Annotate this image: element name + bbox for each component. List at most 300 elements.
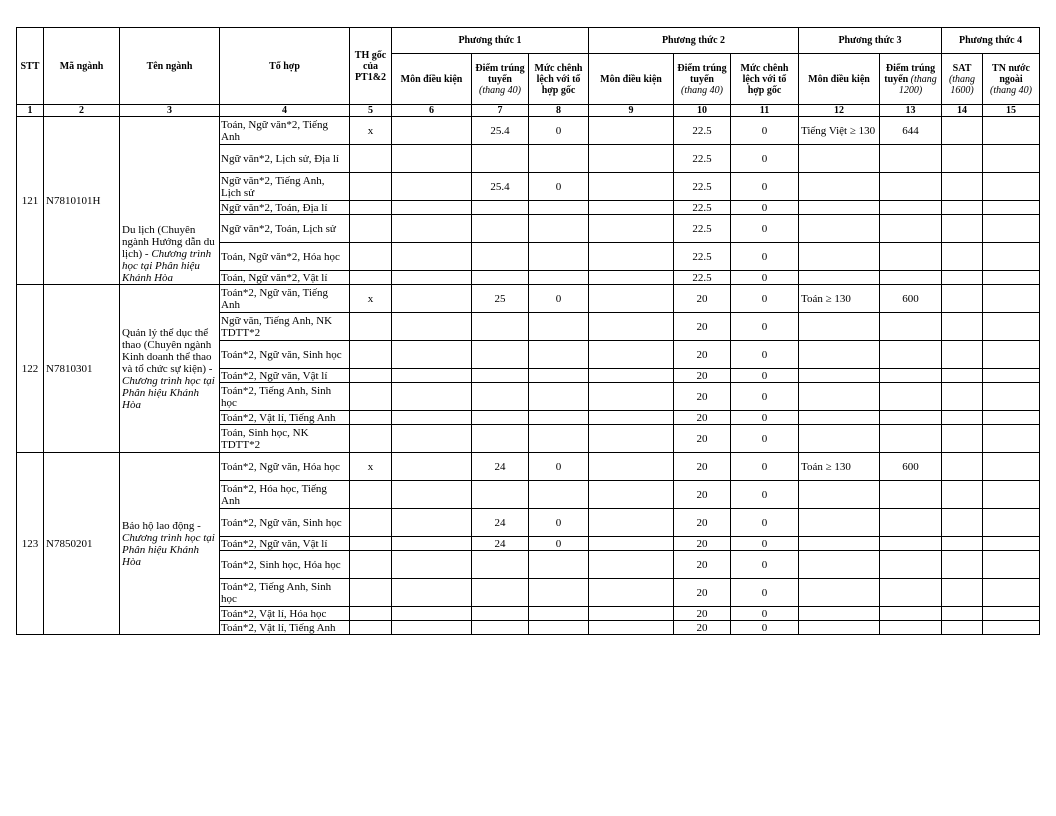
pt4-sat-cell <box>942 145 983 173</box>
pt3-mon-cell <box>799 215 880 243</box>
pt2-diem-cell: 20 <box>674 285 731 313</box>
pt3-mon-cell <box>799 313 880 341</box>
pt3-diem-cell <box>880 145 942 173</box>
pt1-mon-cell <box>392 383 472 411</box>
pt3-mon-cell <box>799 551 880 579</box>
header-pt1: Phương thức 1 <box>392 28 589 54</box>
pt2-chenh-cell: 0 <box>731 285 799 313</box>
header-ten-nganh: Tên ngành <box>120 28 220 105</box>
pt3-diem-cell <box>880 271 942 285</box>
header-pt4-sat <box>942 54 983 105</box>
pt3-mon-cell <box>799 145 880 173</box>
pt3-diem-cell: 600 <box>880 285 942 313</box>
pt1-chenh-cell <box>529 145 589 173</box>
pt2-chenh-cell: 0 <box>731 383 799 411</box>
pt4-tn-cell <box>983 551 1040 579</box>
pt4-sat-cell <box>942 579 983 607</box>
pt1-chenh-cell <box>529 341 589 369</box>
pt4-sat-cell <box>942 481 983 509</box>
pt2-mon-cell <box>589 621 674 635</box>
th-goc-cell <box>350 481 392 509</box>
to-hop-cell: Ngữ văn*2, Toán, Địa lí <box>220 201 350 215</box>
stt-cell: 122 <box>17 285 44 453</box>
ten-nganh-campus: Chương trình học tại Phân hiệu Khánh Hòa <box>122 531 215 568</box>
th-goc-cell <box>350 579 392 607</box>
pt2-mon-cell <box>589 425 674 453</box>
ma-nganh-cell: N7810301 <box>44 285 120 453</box>
pt3-diem-cell <box>880 537 942 551</box>
header-sat-scale: (thang 1600) <box>948 73 976 96</box>
pt4-sat-cell <box>942 383 983 411</box>
pt1-diem-cell <box>472 425 529 453</box>
pt2-mon-cell <box>589 215 674 243</box>
pt1-chenh-cell <box>529 271 589 285</box>
pt3-mon-cell <box>799 369 880 383</box>
th-goc-cell <box>350 621 392 635</box>
pt1-chenh-cell <box>529 579 589 607</box>
to-hop-cell: Toán*2, Vật lí, Hóa học <box>220 607 350 621</box>
to-hop-cell: Toán*2, Vật lí, Tiếng Anh <box>220 621 350 635</box>
header-pt1-diem-scale: (thang 40) <box>479 84 521 96</box>
pt1-diem-cell <box>472 579 529 607</box>
to-hop-cell: Toán*2, Ngữ văn, Sinh học <box>220 341 350 369</box>
pt2-mon-cell <box>589 145 674 173</box>
pt1-chenh-cell: 0 <box>529 509 589 537</box>
pt4-tn-cell <box>983 271 1040 285</box>
pt2-chenh-cell: 0 <box>731 271 799 285</box>
pt2-mon-cell <box>589 201 674 215</box>
pt1-diem-cell: 24 <box>472 537 529 551</box>
pt2-diem-cell: 20 <box>674 369 731 383</box>
to-hop-cell: Toán*2, Ngữ văn, Vật lí <box>220 369 350 383</box>
pt3-diem-cell: 600 <box>880 453 942 481</box>
pt1-diem-cell <box>472 215 529 243</box>
header-tn-scale: (thang 40) <box>990 84 1032 96</box>
pt1-mon-cell <box>392 215 472 243</box>
pt3-diem-cell <box>880 411 942 425</box>
pt2-chenh-cell: 0 <box>731 579 799 607</box>
th-goc-cell <box>350 145 392 173</box>
pt1-chenh-cell <box>529 215 589 243</box>
to-hop-cell: Toán*2, Hóa học, Tiếng Anh <box>220 481 350 509</box>
pt1-mon-cell <box>392 201 472 215</box>
column-number: 6 <box>392 105 472 117</box>
pt3-diem-cell <box>880 341 942 369</box>
th-goc-cell <box>350 383 392 411</box>
th-goc-cell <box>350 537 392 551</box>
th-goc-cell: x <box>350 117 392 145</box>
to-hop-cell: Toán, Ngữ văn*2, Hóa học <box>220 243 350 271</box>
pt2-mon-cell <box>589 369 674 383</box>
pt2-mon-cell <box>589 341 674 369</box>
header-pt1-chenh: Mức chênh lệch với tổ hợp gốc <box>529 54 589 105</box>
admission-table <box>16 27 1040 635</box>
th-goc-cell <box>350 509 392 537</box>
pt1-mon-cell <box>392 411 472 425</box>
pt2-mon-cell <box>589 551 674 579</box>
header-row-1 <box>17 28 1040 54</box>
pt4-sat-cell <box>942 117 983 145</box>
pt1-chenh-cell: 0 <box>529 537 589 551</box>
to-hop-cell: Toán*2, Vật lí, Tiếng Anh <box>220 411 350 425</box>
pt2-chenh-cell: 0 <box>731 607 799 621</box>
pt4-tn-cell <box>983 173 1040 201</box>
pt4-tn-cell <box>983 411 1040 425</box>
pt1-mon-cell <box>392 117 472 145</box>
pt3-mon-cell: Toán ≥ 130 <box>799 453 880 481</box>
pt2-diem-cell: 22.5 <box>674 173 731 201</box>
pt2-diem-cell: 20 <box>674 341 731 369</box>
pt2-chenh-cell: 0 <box>731 411 799 425</box>
pt1-chenh-cell <box>529 313 589 341</box>
pt3-diem-cell: 644 <box>880 117 942 145</box>
column-number: 5 <box>350 105 392 117</box>
pt4-sat-cell <box>942 243 983 271</box>
pt2-mon-cell <box>589 173 674 201</box>
pt4-sat-cell <box>942 313 983 341</box>
pt2-diem-cell: 22.5 <box>674 271 731 285</box>
pt1-chenh-cell <box>529 411 589 425</box>
pt1-mon-cell <box>392 621 472 635</box>
pt2-diem-cell: 20 <box>674 579 731 607</box>
pt4-tn-cell <box>983 425 1040 453</box>
pt3-diem-cell <box>880 551 942 579</box>
pt1-diem-cell <box>472 201 529 215</box>
to-hop-cell: Toán, Ngữ văn*2, Vật lí <box>220 271 350 285</box>
pt2-mon-cell <box>589 481 674 509</box>
to-hop-cell: Ngữ văn, Tiếng Anh, NK TDTT*2 <box>220 313 350 341</box>
pt3-diem-cell <box>880 481 942 509</box>
pt4-tn-cell <box>983 145 1040 173</box>
th-goc-cell <box>350 201 392 215</box>
column-number: 9 <box>589 105 674 117</box>
column-number: 4 <box>220 105 350 117</box>
pt1-diem-cell: 25.4 <box>472 173 529 201</box>
header-th-goc: TH gốc của PT1&2 <box>350 28 392 105</box>
to-hop-cell: Toán, Ngữ văn*2, Tiếng Anh <box>220 117 350 145</box>
pt3-mon-cell <box>799 579 880 607</box>
column-number: 7 <box>472 105 529 117</box>
to-hop-cell: Toán*2, Ngữ văn, Sinh học <box>220 509 350 537</box>
pt1-diem-cell <box>472 243 529 271</box>
pt4-sat-cell <box>942 215 983 243</box>
pt3-diem-cell <box>880 243 942 271</box>
pt1-chenh-cell <box>529 551 589 579</box>
pt4-sat-cell <box>942 271 983 285</box>
pt3-diem-cell <box>880 313 942 341</box>
pt4-tn-cell <box>983 579 1040 607</box>
pt1-mon-cell <box>392 607 472 621</box>
ma-nganh-cell: N7850201 <box>44 453 120 635</box>
pt2-mon-cell <box>589 537 674 551</box>
pt3-mon-cell <box>799 201 880 215</box>
th-goc-cell: x <box>350 453 392 481</box>
pt2-chenh-cell: 0 <box>731 145 799 173</box>
column-number: 10 <box>674 105 731 117</box>
pt4-tn-cell <box>983 369 1040 383</box>
th-goc-cell: x <box>350 285 392 313</box>
pt1-mon-cell <box>392 271 472 285</box>
pt4-sat-cell <box>942 551 983 579</box>
header-pt2-diem-scale: (thang 40) <box>681 84 723 96</box>
pt3-mon-cell <box>799 271 880 285</box>
pt1-chenh-cell: 0 <box>529 453 589 481</box>
table-body <box>17 117 1040 635</box>
pt4-tn-cell <box>983 201 1040 215</box>
to-hop-cell: Ngữ văn*2, Tiếng Anh, Lịch sử <box>220 173 350 201</box>
pt4-sat-cell <box>942 285 983 313</box>
pt1-mon-cell <box>392 341 472 369</box>
column-number: 13 <box>880 105 942 117</box>
pt4-sat-cell <box>942 425 983 453</box>
th-goc-cell <box>350 313 392 341</box>
to-hop-cell: Toán*2, Tiếng Anh, Sinh học <box>220 383 350 411</box>
pt2-diem-cell: 22.5 <box>674 243 731 271</box>
pt3-mon-cell <box>799 621 880 635</box>
pt4-sat-cell <box>942 173 983 201</box>
pt1-diem-cell <box>472 271 529 285</box>
pt1-mon-cell <box>392 369 472 383</box>
pt1-diem-cell: 24 <box>472 453 529 481</box>
ten-nganh-campus: Chương trình học tại Phân hiệu Khánh Hòa <box>122 248 212 284</box>
th-goc-cell <box>350 243 392 271</box>
pt3-mon-cell <box>799 411 880 425</box>
pt2-mon-cell <box>589 607 674 621</box>
pt4-tn-cell <box>983 383 1040 411</box>
pt4-tn-cell <box>983 117 1040 145</box>
header-tn-label: TN nước ngoài <box>992 62 1030 85</box>
pt4-sat-cell <box>942 411 983 425</box>
pt2-diem-cell: 20 <box>674 383 731 411</box>
header-pt3-diem-scale: (thang 1200) <box>898 73 937 96</box>
ten-nganh-cell <box>120 453 220 635</box>
th-goc-cell <box>350 173 392 201</box>
header-pt3-diem-label: Điểm trúng tuyển <box>884 62 936 85</box>
th-goc-cell <box>350 425 392 453</box>
pt3-mon-cell <box>799 243 880 271</box>
pt4-tn-cell <box>983 215 1040 243</box>
pt4-sat-cell <box>942 453 983 481</box>
pt2-mon-cell <box>589 313 674 341</box>
pt1-mon-cell <box>392 537 472 551</box>
pt2-mon-cell <box>589 453 674 481</box>
pt1-diem-cell <box>472 481 529 509</box>
pt4-tn-cell <box>983 537 1040 551</box>
to-hop-cell: Toán*2, Sinh học, Hóa học <box>220 551 350 579</box>
pt4-tn-cell <box>983 341 1040 369</box>
pt3-diem-cell <box>880 201 942 215</box>
pt1-mon-cell <box>392 509 472 537</box>
pt2-diem-cell: 20 <box>674 607 731 621</box>
pt2-chenh-cell: 0 <box>731 369 799 383</box>
th-goc-cell <box>350 215 392 243</box>
column-number: 8 <box>529 105 589 117</box>
pt3-mon-cell: Toán ≥ 130 <box>799 285 880 313</box>
pt1-chenh-cell <box>529 201 589 215</box>
pt3-diem-cell <box>880 425 942 453</box>
pt2-chenh-cell: 0 <box>731 481 799 509</box>
pt3-diem-cell <box>880 621 942 635</box>
pt1-chenh-cell <box>529 425 589 453</box>
pt2-chenh-cell: 0 <box>731 341 799 369</box>
pt2-diem-cell: 20 <box>674 425 731 453</box>
pt4-tn-cell <box>983 453 1040 481</box>
ten-nganh-main: Quản lý thể dục thể thao (Chuyên ngành Kinh doanh thể thao và tổ chức sự kiện) - <box>122 326 213 375</box>
th-goc-cell <box>350 271 392 285</box>
pt1-mon-cell <box>392 173 472 201</box>
to-hop-cell: Ngữ văn*2, Toán, Lịch sử <box>220 215 350 243</box>
header-pt3: Phương thức 3 <box>799 28 942 54</box>
pt3-diem-cell <box>880 215 942 243</box>
pt1-mon-cell <box>392 579 472 607</box>
pt2-diem-cell: 20 <box>674 411 731 425</box>
pt4-sat-cell <box>942 201 983 215</box>
header-pt3-diem <box>880 54 942 105</box>
pt2-chenh-cell: 0 <box>731 551 799 579</box>
pt1-diem-cell <box>472 313 529 341</box>
header-to-hop: Tổ hợp <box>220 28 350 105</box>
pt3-mon-cell <box>799 607 880 621</box>
pt2-diem-cell: 22.5 <box>674 215 731 243</box>
th-goc-cell <box>350 551 392 579</box>
header-stt: STT <box>17 28 44 105</box>
pt2-diem-cell: 20 <box>674 621 731 635</box>
pt1-diem-cell <box>472 383 529 411</box>
pt3-diem-cell <box>880 509 942 537</box>
pt1-chenh-cell <box>529 243 589 271</box>
pt2-diem-cell: 20 <box>674 313 731 341</box>
header-pt2-chenh: Mức chênh lệch với tổ hợp gốc <box>731 54 799 105</box>
admission-table-page <box>16 27 1040 635</box>
to-hop-cell: Toán*2, Ngữ văn, Tiếng Anh <box>220 285 350 313</box>
pt3-mon-cell <box>799 509 880 537</box>
th-goc-cell <box>350 607 392 621</box>
table-row <box>17 453 1040 481</box>
pt2-diem-cell: 20 <box>674 453 731 481</box>
table-row <box>17 285 1040 313</box>
pt2-mon-cell <box>589 117 674 145</box>
pt1-chenh-cell <box>529 621 589 635</box>
column-number: 11 <box>731 105 799 117</box>
pt2-mon-cell <box>589 383 674 411</box>
pt1-diem-cell <box>472 551 529 579</box>
pt3-mon-cell <box>799 425 880 453</box>
pt3-mon-cell <box>799 341 880 369</box>
pt3-diem-cell <box>880 173 942 201</box>
pt2-diem-cell: 20 <box>674 537 731 551</box>
pt1-diem-cell <box>472 621 529 635</box>
pt4-tn-cell <box>983 621 1040 635</box>
pt2-chenh-cell: 0 <box>731 243 799 271</box>
pt1-mon-cell <box>392 285 472 313</box>
header-sat-label: SAT <box>952 62 972 74</box>
pt1-diem-cell <box>472 607 529 621</box>
pt4-sat-cell <box>942 341 983 369</box>
pt1-chenh-cell: 0 <box>529 285 589 313</box>
pt4-tn-cell <box>983 509 1040 537</box>
pt2-chenh-cell: 0 <box>731 173 799 201</box>
pt1-mon-cell <box>392 453 472 481</box>
pt4-tn-cell <box>983 607 1040 621</box>
header-pt1-diem <box>472 54 529 105</box>
header-pt2-mon: Môn điều kiện <box>589 54 674 105</box>
pt2-mon-cell <box>589 411 674 425</box>
pt2-mon-cell <box>589 509 674 537</box>
pt3-diem-cell <box>880 383 942 411</box>
pt1-chenh-cell <box>529 369 589 383</box>
pt4-tn-cell <box>983 243 1040 271</box>
table-row <box>17 117 1040 145</box>
pt2-diem-cell: 20 <box>674 481 731 509</box>
header-pt2-diem <box>674 54 731 105</box>
pt1-mon-cell <box>392 481 472 509</box>
pt1-diem-cell: 25.4 <box>472 117 529 145</box>
column-number: 1 <box>17 105 44 117</box>
pt1-chenh-cell: 0 <box>529 117 589 145</box>
pt1-chenh-cell <box>529 481 589 509</box>
pt1-diem-cell <box>472 145 529 173</box>
pt3-mon-cell <box>799 481 880 509</box>
pt2-chenh-cell: 0 <box>731 313 799 341</box>
pt3-diem-cell <box>880 579 942 607</box>
pt4-tn-cell <box>983 313 1040 341</box>
pt2-chenh-cell: 0 <box>731 215 799 243</box>
pt4-sat-cell <box>942 537 983 551</box>
stt-cell: 121 <box>17 117 44 285</box>
pt2-chenh-cell: 0 <box>731 453 799 481</box>
ten-nganh-cell <box>120 117 220 285</box>
pt1-mon-cell <box>392 313 472 341</box>
column-number: 12 <box>799 105 880 117</box>
pt1-chenh-cell <box>529 607 589 621</box>
pt2-chenh-cell: 0 <box>731 201 799 215</box>
header-ma-nganh: Mã ngành <box>44 28 120 105</box>
pt2-mon-cell <box>589 271 674 285</box>
pt1-mon-cell <box>392 425 472 453</box>
ma-nganh-cell: N7810101H <box>44 117 120 285</box>
ten-nganh-main: Bảo hộ lao động - <box>122 519 201 532</box>
ten-nganh-campus: Chương trình học tại Phân hiệu Khánh Hòa <box>122 374 215 411</box>
th-goc-cell <box>350 411 392 425</box>
pt1-diem-cell <box>472 411 529 425</box>
to-hop-cell: Toán*2, Tiếng Anh, Sinh học <box>220 579 350 607</box>
ten-nganh-main: Du lịch (Chuyên ngành Hướng dẫn du lịch) - <box>122 224 215 260</box>
pt4-sat-cell <box>942 369 983 383</box>
to-hop-cell: Toán, Sinh học, NK TDTT*2 <box>220 425 350 453</box>
pt2-mon-cell <box>589 243 674 271</box>
header-pt2: Phương thức 2 <box>589 28 799 54</box>
pt2-diem-cell: 22.5 <box>674 201 731 215</box>
pt2-chenh-cell: 0 <box>731 621 799 635</box>
to-hop-cell: Ngữ văn*2, Lịch sử, Địa lí <box>220 145 350 173</box>
header-pt1-mon: Môn điều kiện <box>392 54 472 105</box>
stt-cell: 123 <box>17 453 44 635</box>
pt3-diem-cell <box>880 607 942 621</box>
pt3-diem-cell <box>880 369 942 383</box>
header-pt3-mon: Môn điều kiện <box>799 54 880 105</box>
pt4-sat-cell <box>942 509 983 537</box>
pt1-mon-cell <box>392 145 472 173</box>
pt1-diem-cell <box>472 369 529 383</box>
pt2-diem-cell: 20 <box>674 551 731 579</box>
header-pt4: Phương thức 4 <box>942 28 1040 54</box>
header-pt4-tn <box>983 54 1040 105</box>
column-number: 14 <box>942 105 983 117</box>
pt1-diem-cell: 25 <box>472 285 529 313</box>
column-number: 15 <box>983 105 1040 117</box>
pt1-chenh-cell: 0 <box>529 173 589 201</box>
pt1-diem-cell: 24 <box>472 509 529 537</box>
